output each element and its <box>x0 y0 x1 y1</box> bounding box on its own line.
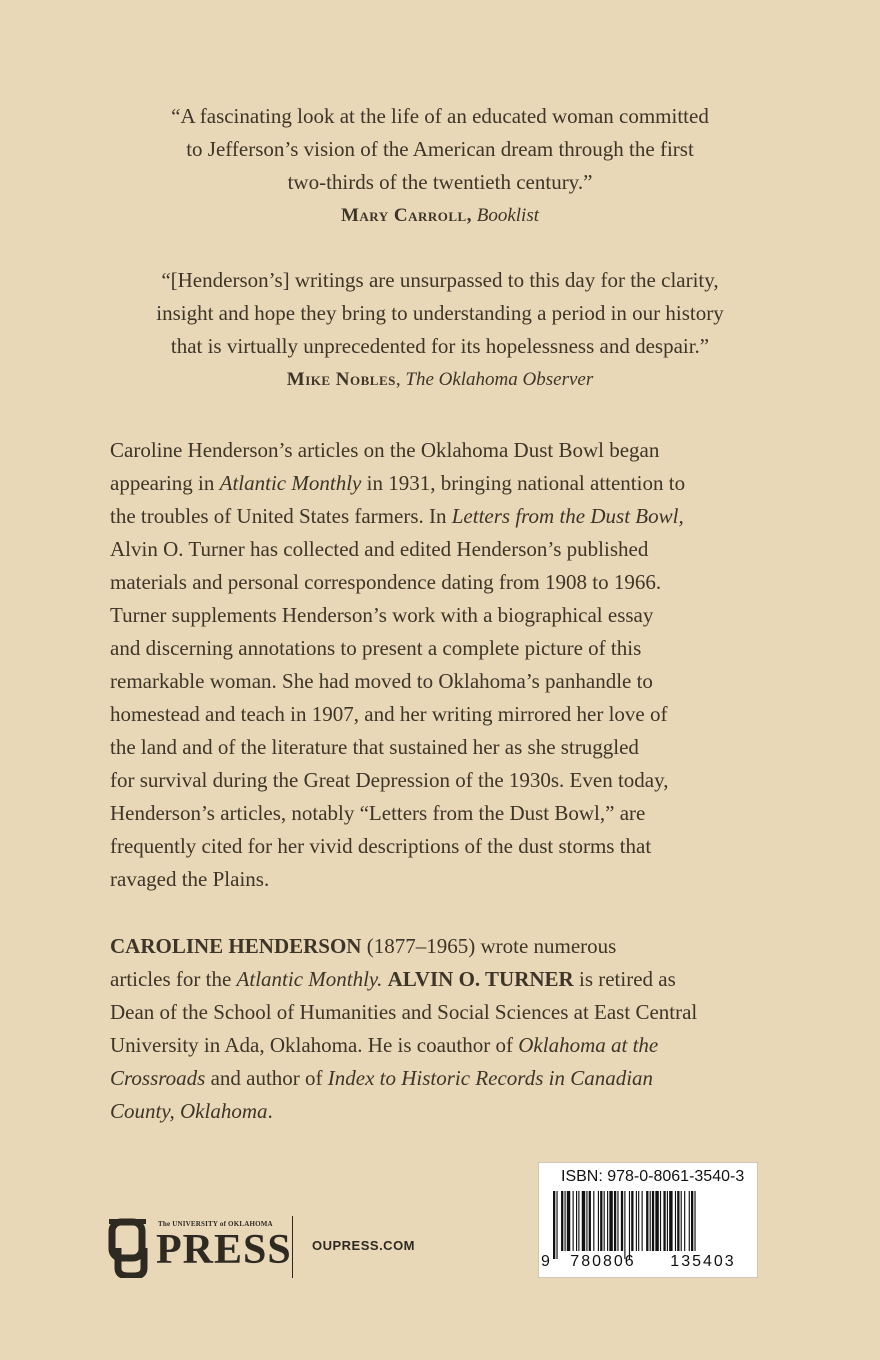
author-name: CAROLINE HENDERSON <box>110 934 362 958</box>
description-line: ravaged the Plains. <box>110 867 270 891</box>
barcode-bar <box>598 1191 599 1251</box>
barcode-bar <box>638 1191 639 1251</box>
barcode-bar <box>567 1191 570 1251</box>
barcode-bar <box>660 1191 661 1251</box>
isbn-barcode <box>538 1162 758 1278</box>
bio-line: Dean of the School of Humanities and Social Sciences at East Central <box>110 1000 698 1024</box>
barcode-bar <box>593 1191 594 1251</box>
description-line: the troubles of United States farmers. In Letters from the Dust Bowl, <box>110 504 684 528</box>
barcode-digit-group: 135403 <box>670 1253 736 1270</box>
description-line: frequently cited for her vivid descriptions of the dust storms that <box>110 834 652 858</box>
bio-line: County, Oklahoma. <box>110 1099 273 1123</box>
barcode-bar <box>556 1191 557 1259</box>
description-line: the land and of the literature that sustained her as she struggled <box>110 735 639 759</box>
description-line: Henderson’s articles, notably “Letters from the Dust Bowl,” are <box>110 801 646 825</box>
bio-line: CAROLINE HENDERSON (1877–1965) wrote numerous <box>110 934 617 958</box>
review-quote-1 <box>90 100 790 232</box>
barcode-bars-icon <box>549 1191 749 1259</box>
bio-line: University in Ada, Oklahoma. He is coauthor of Oklahoma at the <box>110 1033 659 1057</box>
review-source: The Oklahoma Observer <box>405 369 594 390</box>
barcode-bar <box>652 1191 654 1251</box>
barcode-bar <box>642 1191 643 1251</box>
university-label: The UNIVERSITY of OKLAHOMA <box>158 1220 273 1228</box>
barcode-bar <box>694 1191 695 1251</box>
review-source: Booklist <box>476 205 539 226</box>
barcode-bar <box>565 1191 566 1251</box>
quote-line: “A fascinating look at the life of an educated woman committed <box>171 104 709 128</box>
bio-line: Crossroads and author of Index to Historic Records in Canadian <box>110 1066 654 1090</box>
barcode-bar <box>609 1191 612 1251</box>
barcode-bar <box>677 1191 679 1251</box>
barcode-bar <box>589 1191 591 1251</box>
barcode-bar <box>621 1191 623 1251</box>
barcode-bar <box>561 1191 563 1251</box>
description-line: Turner supplements Henderson’s work with a biographical essay <box>110 603 654 627</box>
ou-monogram-icon <box>108 1218 152 1278</box>
barcode-bar <box>669 1191 672 1251</box>
description-line: Alvin O. Turner has collected and edited Henderson’s published <box>110 537 649 561</box>
quote-line: insight and hope they bring to understanding a period in our history <box>156 301 724 325</box>
barcode-digits <box>541 1253 753 1271</box>
description-line: Caroline Henderson’s articles on the Oklahoma Dust Bowl began <box>110 438 660 462</box>
barcode-bar <box>604 1191 605 1251</box>
barcode-bar <box>578 1191 579 1251</box>
reviewer-name: Mike Nobles <box>286 369 396 390</box>
barcode-bar <box>636 1191 637 1251</box>
barcode-bar <box>684 1191 685 1251</box>
bio-line: articles for the Atlantic Monthly. ALVIN O. TURNER is retired as <box>110 967 676 991</box>
attribution-separator: , <box>395 369 401 390</box>
description-line: and discerning annotations to present a complete picture of this <box>110 636 642 660</box>
quote-line: to Jefferson’s vision of the American dream through the first <box>186 137 694 161</box>
description-line: remarkable woman. She had moved to Oklahoma’s panhandle to <box>110 669 653 693</box>
reviewer-name: Mary Carroll, <box>340 205 472 226</box>
publisher-website: OUPRESS.COM <box>312 1238 416 1253</box>
barcode-bar <box>629 1191 630 1259</box>
barcode-bar <box>689 1191 690 1251</box>
barcode-bar <box>586 1191 587 1251</box>
isbn-label: ISBN: 978-0-8061-3540-3 <box>561 1168 745 1185</box>
barcode-bar <box>607 1191 608 1251</box>
barcode-bar <box>663 1191 665 1251</box>
barcode-bar <box>617 1191 618 1251</box>
barcode-bar <box>681 1191 682 1251</box>
barcode-bar <box>600 1191 602 1251</box>
barcode-bar <box>667 1191 668 1251</box>
logo-divider <box>292 1216 293 1278</box>
barcode-bar <box>655 1191 658 1251</box>
barcode-bar <box>614 1191 616 1251</box>
barcode-bar <box>573 1191 574 1251</box>
barcode-bar <box>650 1191 651 1251</box>
book-description <box>110 434 810 896</box>
description-line: for survival during the Great Depression of the 1930s. Even today, <box>110 768 669 792</box>
author-bio <box>110 930 810 1128</box>
barcode-bar <box>631 1191 633 1251</box>
quote-line: that is virtually unprecedented for its hopelessness and despair.” <box>170 334 710 358</box>
quote-attribution <box>90 363 790 396</box>
quote-line: “[Henderson’s] writings are unsurpassed to this day for the clarity, <box>161 268 719 292</box>
quote-attribution <box>90 199 790 232</box>
description-line: materials and personal correspondence dating from 1908 to 1966. <box>110 570 662 594</box>
publisher-logo <box>108 1216 428 1280</box>
barcode-bar <box>576 1191 577 1251</box>
editor-name: ALVIN O. TURNER <box>387 967 574 991</box>
barcode-bar <box>691 1191 693 1251</box>
barcode-digit-first: 9 <box>541 1253 551 1270</box>
press-wordmark: PRESS <box>156 1227 292 1273</box>
barcode-bar <box>646 1191 648 1251</box>
description-line: homestead and teach in 1907, and her writing mirrored her love of <box>110 702 668 726</box>
barcode-bar <box>582 1191 585 1251</box>
review-quote-2 <box>90 264 790 396</box>
barcode-bar <box>624 1191 625 1259</box>
barcode-bar <box>675 1191 676 1251</box>
quote-line: two-thirds of the twentieth century.” <box>287 170 593 194</box>
barcode-bar <box>553 1191 555 1259</box>
barcode-digit-group: 780806 <box>570 1253 636 1270</box>
description-line: appearing in Atlantic Monthly in 1931, bringing national attention to <box>110 471 686 495</box>
